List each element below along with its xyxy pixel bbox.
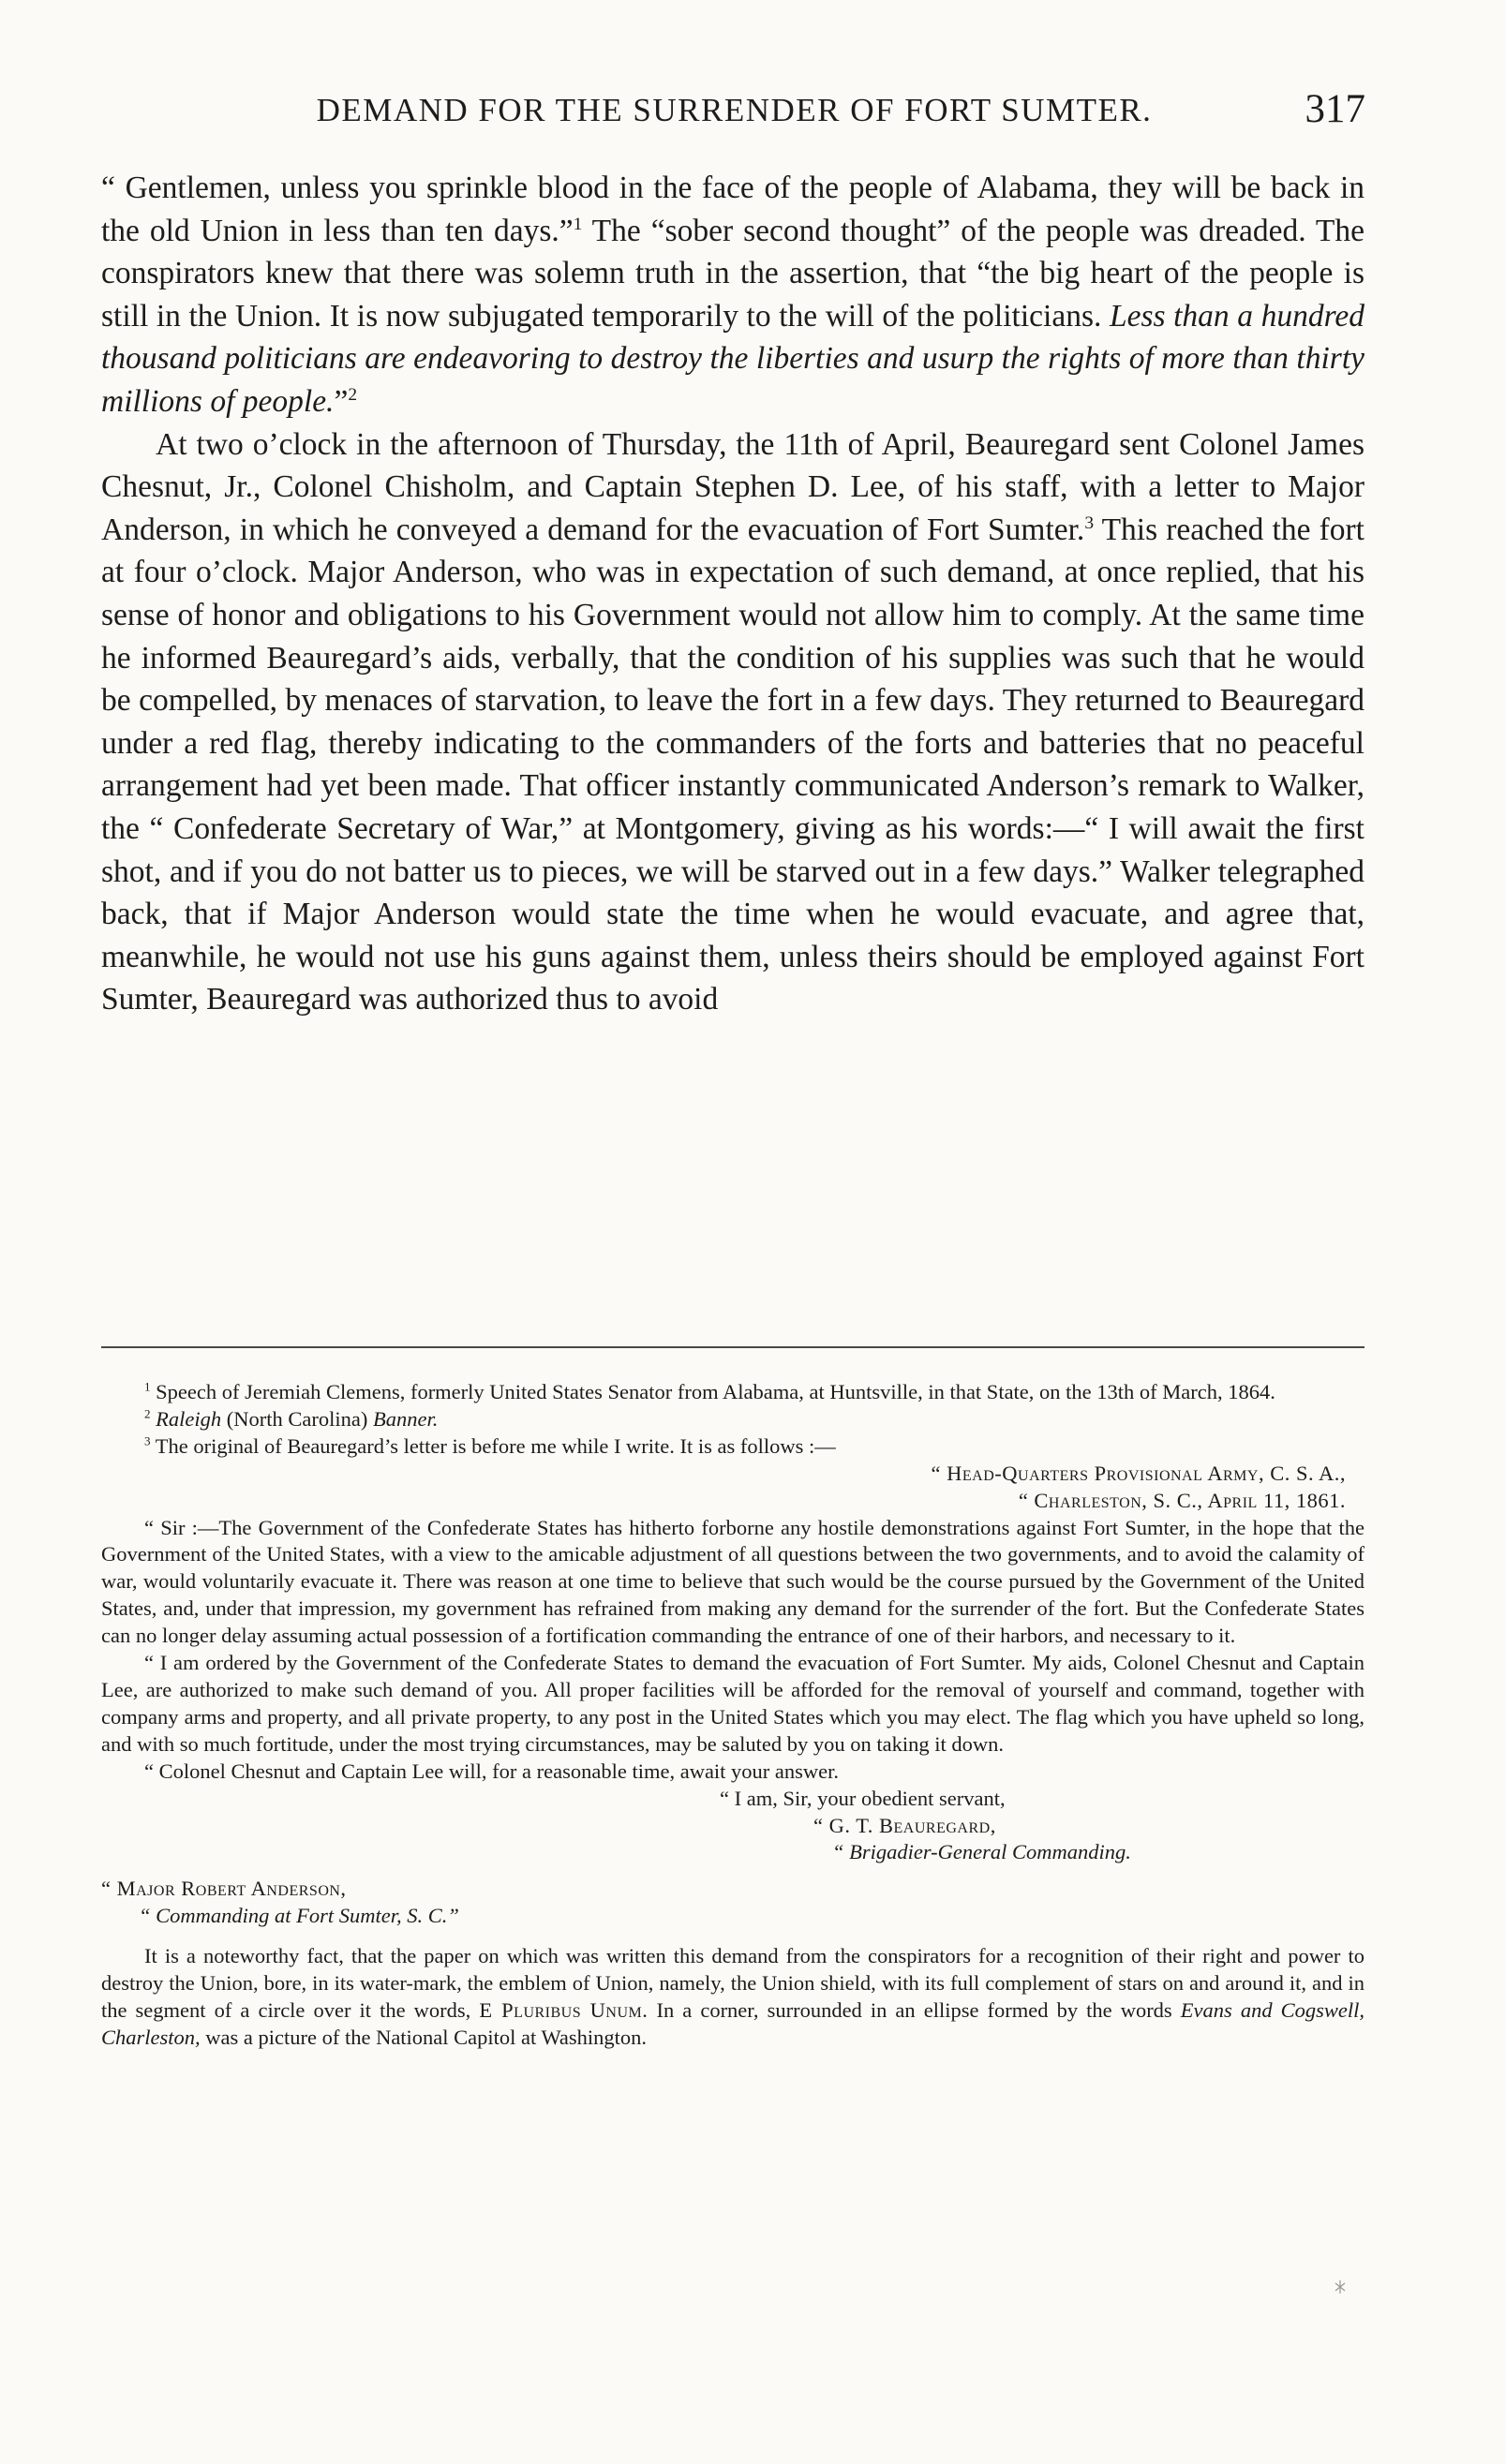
letter-heading-1: “ Head-Quarters Provisional Army, C. S. A., — [931, 1461, 1346, 1485]
letter-addressee: “ Major Robert Anderson, — [101, 1877, 347, 1901]
paragraph-2: At two o’clock in the afternoon of Thursday, the 11th of April, Beauregard sent Colonel James Chesnut, Jr., Colonel Chisholm, and Captain Stephen D. Lee, of his staff, with a letter to Major Anderson, in which he conveyed a demand for the evacuation of Fort Sumter.$^3$ This reached the fort at four o’clock. Major Anderson, who was in expectation of such demand, at once replied, that his sense of honor and obligations to his Government would not allow him to comply. At the same time he informed Beauregard’s aids, verbally, that the condition of his supplies was such that he would be compelled, by menaces of starvation, to leave the fort in a few days. They returned to Beauregard under a red flag, thereby indicating to the commanders of the forts and batteries that no peaceful arrangement had yet been made. That officer instantly communicated Anderson’s remark to Walker, the “ Confederate Secretary of War,” at Montgomery, giving as his words:—“ I will await the first shot, and if you do not batter us to pieces, we will be starved out in a few days.” Walker telegraphed back, that if Major Anderson would state the time when he would evacuate, and agree that, meanwhile, he would not use his guns against them, unless theirs should be employed against Fort Sumter, Beauregard was authorized thus to avoid — [101, 426, 1364, 1017]
main-text — [101, 167, 1364, 1021]
footnote-ref-3[interactable]: 3 — [1084, 512, 1095, 533]
running-title: DEMAND FOR THE SURRENDER OF FORT SUMTER. — [316, 92, 1153, 128]
running-header — [103, 86, 1365, 142]
footnote-3: $^3$ The original of Beauregard’s letter is before me while I write. It is as follows :— — [144, 1433, 836, 1458]
footnote-2: $^2$ Raleigh (North Carolina) Banner. — [144, 1406, 439, 1431]
letter-signature: “ G. T. Beauregard, — [813, 1813, 996, 1837]
asterisk-mark-icon — [1335, 2279, 1346, 2294]
letter-paragraph-2: “ I am ordered by the Government of the Confederate States to demand the evacuation of Fort Sumter. My aids, Colonel Chesnut and Captain Lee, are authorized to make such demand of you. All proper facilities will be afforded for the removal of yourself and command, together with company arms and property, and all private property, to any post in the United States which you may elect. The flag which you have upheld so long, and with so much fortitude, under the most trying circumstances, may be saluted by you on taking it down. — [101, 1651, 1364, 1756]
closing-note: It is a noteworthy fact, that the paper on which was written this demand from the conspirators for a recognition of their right and power to destroy the Union, bore, in its water-mark, the emblem of Union, namely, the Union shield, with its full complement of stars on and around it, and in the segment of a circle over it the words, E Pluribus Unum. In a corner, surrounded in an ellipse formed by the words Evans and Cogswell, Charleston, was a picture of the National Capitol at Washington. — [101, 1944, 1365, 2049]
print-mark — [1335, 2279, 1346, 2294]
page-number: 317 — [1305, 87, 1365, 131]
footnote-ref-2[interactable]: 2 — [348, 384, 358, 405]
emphasized-quote: Less than a hundred thousand politicians are endeavoring to destroy the liberties and usurp the rights of more than thirty millions of people. — [101, 298, 1364, 419]
paragraph-1: “ Gentlemen, unless you sprinkle blood in the face of the people of Alabama, they will be back in the old Union in less than ten days.”$^1$ The “sober second thought” of the people was dreaded. The conspirators knew that there was solemn truth in the assertion, that “the big heart of the people is still in the Union. It is now subjugated temporarily to the will of the politicians. Less than a hundred thousand politicians are endeavoring to destroy the liberties and usurp the rights of more than thirty millions of people.”$^2$ — [101, 171, 1364, 419]
footnote-1: $^1$ Speech of Jeremiah Clemens, formerly United States Senator from Alabama, at Huntsville, in that State, on the 13th of March, 1864. — [144, 1379, 1275, 1403]
footnote-divider — [101, 1346, 1364, 1348]
letter-heading-2: “ Charleston, S. C., April 11, 1861. — [1018, 1488, 1346, 1512]
letter-paragraph-1: “ Sir :—The Government of the Confederate States has hitherto forborne any hostile demonstrations against Fort Sumter, in the hope that the Government of the United States, with a view to the amicable adjustment of all questions between the two governments, and to avoid the calamity of war, would voluntarily evacuate it. There was reason at one time to believe that such would be the course pursued by the Government of the United States, and, under that impression, my government has refrained from making any demand for the surrender of the fort. But the Confederate States can no longer delay assuming actual possession of a fortification commanding the entrance of one of their harbors, and necessary to it. — [101, 1515, 1364, 1648]
letter-paragraph-3: “ Colonel Chesnut and Captain Lee will, for a reasonable time, await your answer. — [144, 1759, 840, 1783]
footnote-ref-1[interactable]: 1 — [573, 214, 583, 234]
footnotes — [101, 1379, 1364, 2052]
letter-addressee-title: “ Commanding at Fort Sumter, S. C.” — [139, 1904, 459, 1928]
letter-closing: “ I am, Sir, your obedient servant, — [720, 1786, 1006, 1810]
letter-signature-title: “ Brigadier-General Commanding. — [832, 1840, 1131, 1864]
